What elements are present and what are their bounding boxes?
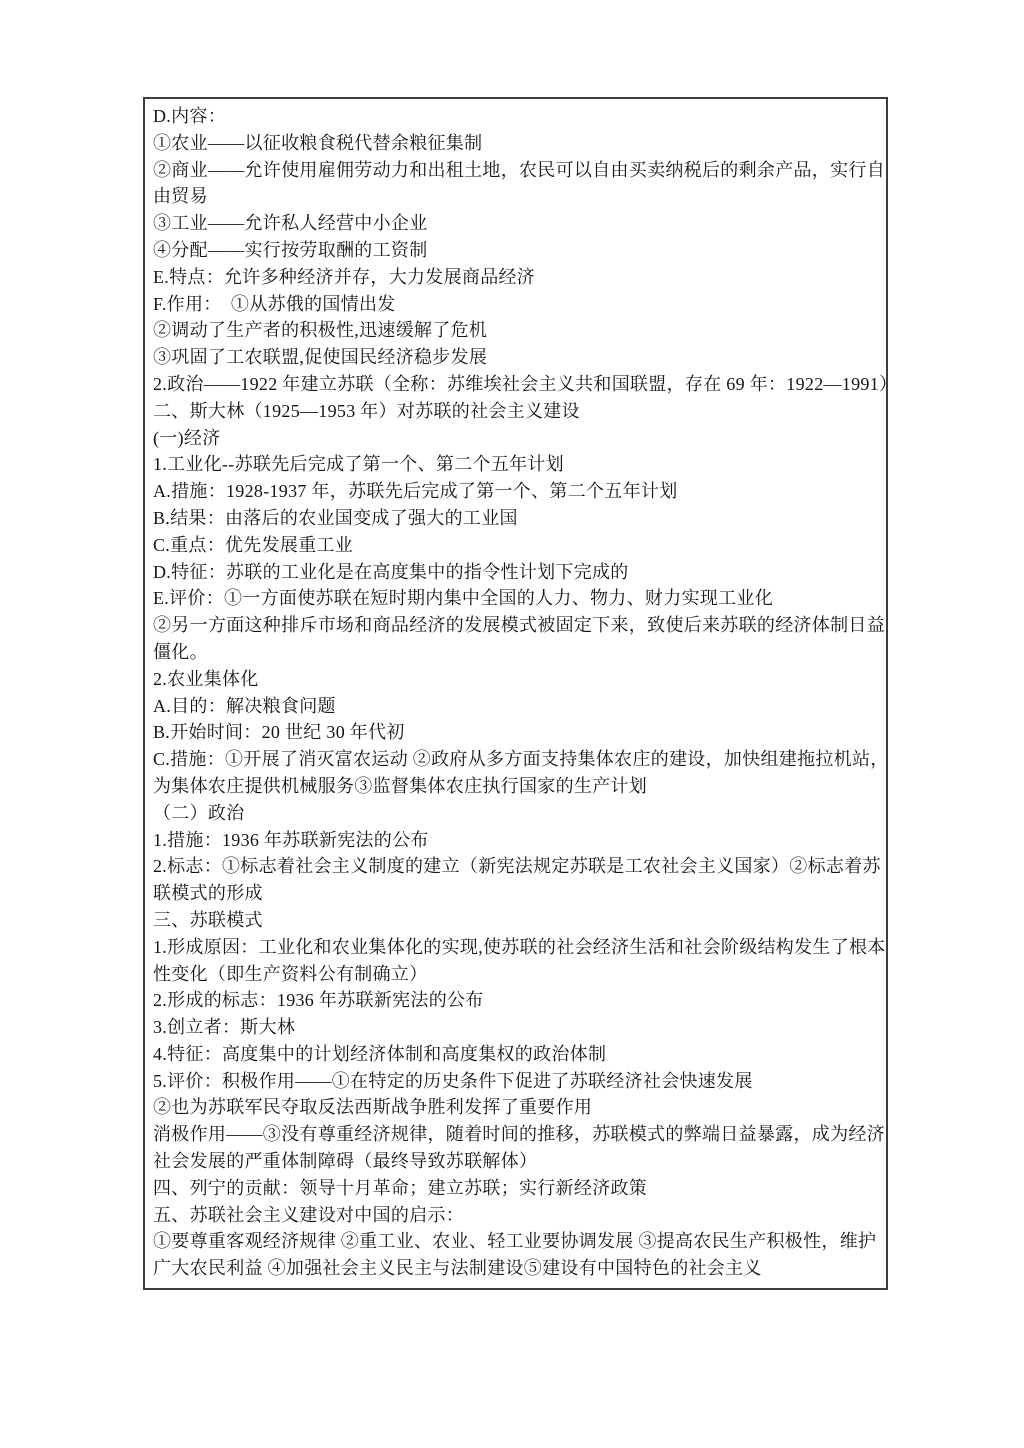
document-text-line: 广大农民利益 ④加强社会主义民主与法制建设⑤建设有中国特色的社会主义 [153, 1258, 762, 1279]
document-text-line: （二）政治 [153, 802, 245, 823]
document-text-line: 二、斯大林（1925—1953 年）对苏联的社会主义建设 [153, 400, 580, 421]
document-text-line: 为集体农庄提供机械服务③监督集体农庄执行国家的生产计划 [153, 775, 648, 796]
document-text-line: 2.政治——1922 年建立苏联（全称：苏维埃社会主义共和国联盟，存在 69 年：1922—1991） [153, 373, 898, 394]
document-text-line: 四、列宁的贡献：领导十月革命；建立苏联；实行新经济政策 [153, 1177, 648, 1198]
document-text-line: B.开始时间：20 世纪 30 年代初 [153, 722, 405, 743]
document-text-line: 5.评价：积极作用——①在特定的历史条件下促进了苏联经济社会快速发展 [153, 1070, 753, 1091]
document-text-line: 社会发展的严重体制障碍（最终导致苏联解体） [153, 1151, 538, 1172]
document-text-line: ②调动了生产者的积极性,迅速缓解了危机 [153, 320, 488, 341]
document-text-line: D.特征：苏联的工业化是在高度集中的指令性计划下完成的 [153, 561, 629, 582]
document-text-line: C.重点：优先发展重工业 [153, 534, 354, 555]
document-text-line: F.作用： ①从苏俄的国情出发 [153, 293, 396, 314]
document-text-line: ②也为苏联军民夺取反法西斯战争胜利发挥了重要作用 [153, 1097, 593, 1118]
document-text-line: 3.创立者：斯大林 [153, 1017, 296, 1038]
document-text-line: 2.形成的标志：1936 年苏联新宪法的公布 [153, 990, 484, 1011]
document-text [153, 103, 898, 1282]
document-text-line: ④分配——实行按劳取酬的工资制 [153, 239, 428, 260]
document-text-line: A.目的：解决粮食问题 [153, 695, 336, 716]
document-text-line: 消极作用——③没有尊重经济规律，随着时间的推移，苏联模式的弊端日益暴露，成为经济 [153, 1124, 885, 1145]
document-text-line: (一)经济 [153, 427, 221, 448]
document-text-line: ②商业——允许使用雇佣劳动力和出租土地，农民可以自由买卖纳税后的剩余产品，实行自 [153, 159, 885, 180]
document-text-line: ①农业——以征收粮食税代替余粮征集制 [153, 132, 483, 153]
document-text-line: 1.形成原因：工业化和农业集体化的实现,使苏联的社会经济生活和社会阶级结构发生了根本 [153, 936, 886, 957]
document-text-line: D.内容： [153, 106, 226, 126]
document-text-line: 4.特征：高度集中的计划经济体制和高度集权的政治体制 [153, 1043, 607, 1064]
document-text-line: 性变化（即生产资料公有制确立） [153, 963, 428, 984]
document-text-line: A.措施：1928-1937 年，苏联先后完成了第一个、第二个五年计划 [153, 481, 678, 502]
document-text-line: ②另一方面这种排斥市场和商品经济的发展模式被固定下来，致使后来苏联的经济体制日益 [153, 615, 885, 636]
document-text-line: C.措施：①开展了消灭富农运动 ②政府从多方面支持集体农庄的建设，加快组建拖拉机站， [153, 749, 889, 770]
document-text-line: 五、苏联社会主义建设对中国的启示： [153, 1204, 465, 1225]
document-text-line: 2.农业集体化 [153, 668, 259, 689]
document-text-line: B.结果：由落后的农业国变成了强大的工业国 [153, 507, 518, 528]
document-text-line: 2.标志：①标志着社会主义制度的建立（新宪法规定苏联是工农社会主义国家）②标志着苏 [153, 856, 881, 877]
document-text-line: 1.工业化--苏联先后完成了第一个、第二个五年计划 [153, 454, 564, 475]
document-text-line: 三、苏联模式 [153, 909, 263, 930]
document-text-line: E.特点：允许多种经济并存，大力发展商品经济 [153, 266, 536, 287]
document-text-line: ①要尊重客观经济规律 ②重工业、农业、轻工业要协调发展 ③提高农民生产积极性，维护 [153, 1231, 877, 1252]
document-text-line: ③工业——允许私人经营中小企业 [153, 213, 428, 234]
document-text-line: 由贸易 [153, 186, 208, 207]
notes-table-cell [143, 97, 898, 1290]
document-text-line: E.评价：①一方面使苏联在短时期内集中全国的人力、物力、财力实现工业化 [153, 588, 773, 609]
document-text-line: ③巩固了工农联盟,促使国民经济稳步发展 [153, 347, 488, 368]
document-text-line: 1.措施：1936 年苏联新宪法的公布 [153, 829, 429, 850]
document-text-line: 联模式的形成 [153, 883, 263, 904]
document-text-line: 僵化。 [153, 641, 208, 662]
